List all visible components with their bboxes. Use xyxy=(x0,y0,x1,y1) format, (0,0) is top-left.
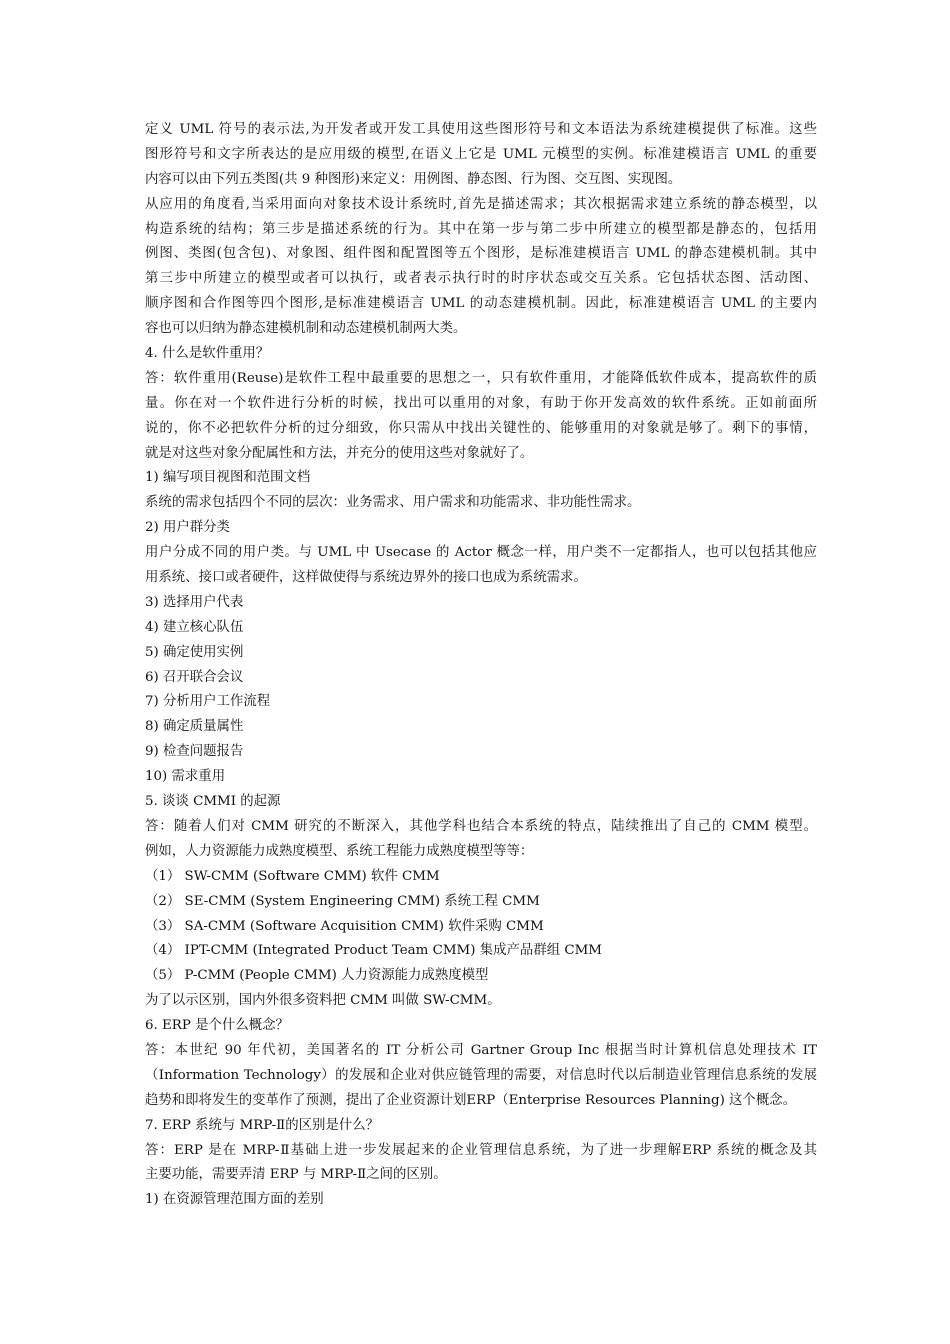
paragraph-line: 答：本世纪 90 年代初，美国著名的 IT 分析公司 Gartner Group Inc 根据当时计算机信息处理技术 IT xyxy=(145,1042,817,1058)
section-heading: 6. ERP 是个什么概念？ xyxy=(145,1018,289,1034)
paragraph-line: 图形符号和文字所表达的是应用级的模型,在语义上它是 UML 元模型的实例。标准建模语言 UML 的重要 xyxy=(145,146,817,162)
paragraph-line: 第三步中所建立的模型或者可以执行，或者表示执行时的时序状态或交互关系。它包括状态图、活动图、 xyxy=(145,271,817,287)
paragraph-line: 容也可以归纳为静态建模机制和动态建模机制两大类。 xyxy=(145,321,467,337)
list-item: 8) 确定质量属性 xyxy=(145,719,244,735)
paragraph-line: 趋势和即将发生的变革作了预测，提出了企业资源计划ERP（Enterprise Resources Planning) 这个概念。 xyxy=(145,1092,796,1108)
list-item: （2） SE-CMM (System Engineering CMM) 系统工程 CMM xyxy=(145,893,540,909)
paragraph-line: 就是对这些对象分配属性和方法，并充分的使用这些对象就好了。 xyxy=(145,445,534,461)
paragraph-line: 用户分成不同的用户类。与 UML 中 Usecase 的 Actor 概念一样，用户类不一定都指人，也可以包括其他应 xyxy=(145,545,817,561)
paragraph-line: 答：软件重用(Reuse)是软件工程中最重要的思想之一，只有软件重用，才能降低软件成本，提高软件的质 xyxy=(145,370,817,386)
list-item: 3) 选择用户代表 xyxy=(145,594,244,610)
paragraph-line: 说的，你不必把软件分析的过分细致，你只需从中找出关键性的、能够重用的对象就是够了。剩下的事情， xyxy=(145,420,817,436)
list-item: 4) 建立核心队伍 xyxy=(145,619,244,635)
document-body xyxy=(145,118,817,1213)
paragraph-line: 定义 UML 符号的表示法,为开发者或开发工具使用这些图形符号和文本语法为系统建模提供了标准。这些 xyxy=(145,122,817,137)
list-item: 5) 确定使用实例 xyxy=(145,644,244,660)
list-item: （1） SW-CMM (Software CMM) 软件 CMM xyxy=(145,868,440,884)
section-heading: 7. ERP 系统与 MRP-Ⅱ的区别是什么？ xyxy=(145,1117,380,1133)
paragraph-line: 答：随着人们对 CMM 研究的不断深入，其他学科也结合本系统的特点，陆续推出了自己的 CMM 模型。 xyxy=(145,818,817,834)
paragraph-line: 例图、类图(包含包)、对象图、组件图和配置图等五个图形，是标准建模语言 UML 的静态建模机制。其中 xyxy=(145,246,817,262)
list-item: 1) 编写项目视图和范围文档 xyxy=(145,470,311,486)
paragraph-line: 顺序图和合作图等四个图形,是标准建模语言 UML 的动态建模机制。因此，标准建模语言 UML 的主要内 xyxy=(145,296,817,312)
paragraph-line: 内容可以由下列五类图(共 9 种图形)来定义：用例图、静态图、行为图、交互图、实现图。 xyxy=(145,171,682,187)
section-heading: 4. 什么是软件重用？ xyxy=(145,346,270,362)
list-item: （4） IPT-CMM (Integrated Product Team CMM) 集成产品群组 CMM xyxy=(145,943,603,959)
list-item: 9) 检查问题报告 xyxy=(145,744,244,760)
paragraph-line: 答：ERP 是在 MRP-Ⅱ基础上进一步发展起来的企业管理信息系统，为了进一步理解ERP 系统的概念及其 xyxy=(145,1142,817,1158)
paragraph-line: 从应用的角度看,当采用面向对象技术设计系统时,首先是描述需求；其次根据需求建立系统的静态模型，以 xyxy=(145,196,817,212)
paragraph-line: 系统的需求包括四个不同的层次：业务需求、用户需求和功能需求、非功能性需求。 xyxy=(145,495,641,511)
list-item: 6) 召开联合会议 xyxy=(145,669,244,685)
section-heading: 5. 谈谈 CMMI 的起源 xyxy=(145,794,281,810)
paragraph-line: 例如，人力资源能力成熟度模型、系统工程能力成熟度模型等等： xyxy=(145,843,534,859)
paragraph-line: 用系统、接口或者硬件，这样做使得与系统边界外的接口也成为系统需求。 xyxy=(145,570,587,586)
paragraph-line: 量。你在对一个软件进行分析的时候，找出可以重用的对象，有助于你开发高效的软件系统。正如前面所 xyxy=(145,395,817,411)
list-item: （5） P-CMM (People CMM) 人力资源能力成熟度模型 xyxy=(145,968,489,984)
list-item: 2) 用户群分类 xyxy=(145,520,230,536)
paragraph-line: 为了以示区别，国内外很多资料把 CMM 叫做 SW-CMM。 xyxy=(145,993,501,1009)
list-item: 10) 需求重用 xyxy=(145,769,226,785)
paragraph-line: 构造系统的结构；第三步是描述系统的行为。其中在第一步与第二步中所建立的模型都是静态的，包括用 xyxy=(145,221,817,237)
paragraph-line: 主要功能，需要弄清 ERP 与 MRP-Ⅱ之间的区别。 xyxy=(145,1167,447,1183)
list-item: 1) 在资源管理范围方面的差别 xyxy=(145,1192,324,1208)
list-item: （3） SA-CMM (Software Acquisition CMM) 软件采购 CMM xyxy=(145,918,544,934)
paragraph-line: （Information Technology）的发展和企业对供应链管理的需要，对信息时代以后制造业管理信息系统的发展 xyxy=(145,1067,817,1083)
list-item: 7) 分析用户工作流程 xyxy=(145,694,271,710)
